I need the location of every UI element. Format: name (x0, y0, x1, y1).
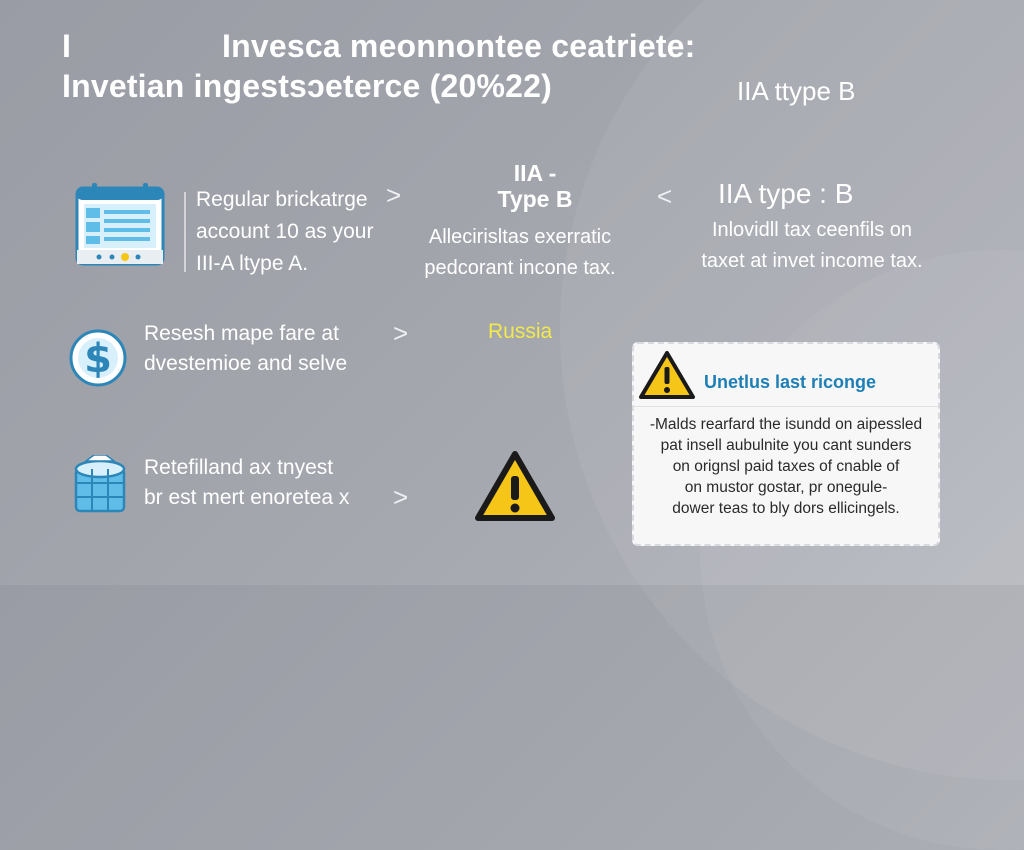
row2-text-line1: Resesh mape fare at (144, 322, 339, 345)
calendar-icon (74, 182, 166, 268)
warning-icon (638, 350, 696, 400)
warning-card-line: on orignsl paid taxes of cnable of (672, 458, 900, 475)
row1-text-line2: account 10 as your (196, 220, 374, 243)
warning-icon (474, 450, 556, 522)
dollar-coin-icon (68, 328, 128, 388)
row1-center-text-line1: Allecirisltas exerratic (428, 226, 612, 248)
row2-text-line2: dvestemioe and selve (144, 352, 348, 375)
header-prefix: I (62, 28, 72, 64)
row1-text-line1: Regular brickatrge (196, 188, 368, 211)
row2-center-highlight: Russia (488, 320, 553, 343)
row3-text-line1: Retefilland ax tnyest (144, 456, 334, 479)
row1-center-title-line1: IIA - (513, 160, 557, 186)
row1-center-text-line2: pedcorant incone tax. (424, 257, 616, 279)
row3-text-line2: br est mert enoretea x (144, 486, 350, 509)
row1-right-title: IIA type : B (718, 178, 854, 209)
chevron-left-icon: < (657, 181, 673, 211)
svg-text:$: $ (84, 336, 112, 382)
chevron-right-icon: > (386, 180, 402, 210)
warning-card-divider (634, 406, 938, 407)
page-title: Invesca meonnontee ceatriete: (222, 28, 696, 64)
row1-right-text-line1: Inlovidll tax ceenfils on (711, 219, 913, 241)
chevron-right-icon: > (393, 482, 409, 512)
warning-card-line: -Malds rearfard the isundd on aipessled (649, 416, 923, 433)
row1-right-text-line2: taxet at invet income tax. (701, 250, 923, 272)
row1-text-line3: III-A ltype A. (196, 252, 309, 275)
warning-card-line: pat insell aubulnite you cant sunders (660, 437, 912, 454)
row-divider (184, 192, 186, 272)
row1-center-title-line2: Type B (497, 186, 573, 212)
page-subtitle: Invetian ingestsɔeterce (20%22) (62, 68, 552, 104)
warning-card-line: on mustor gostar, pr onegule- (684, 479, 888, 496)
header-right-label: IIA ttype B (737, 76, 856, 106)
chevron-right-icon: > (393, 318, 409, 348)
warning-card-title: Unetlus last riconge (704, 372, 877, 392)
warning-card (632, 342, 940, 546)
database-icon (72, 455, 128, 515)
warning-card-line: dower teas to bly dors ellicingels. (672, 500, 900, 517)
